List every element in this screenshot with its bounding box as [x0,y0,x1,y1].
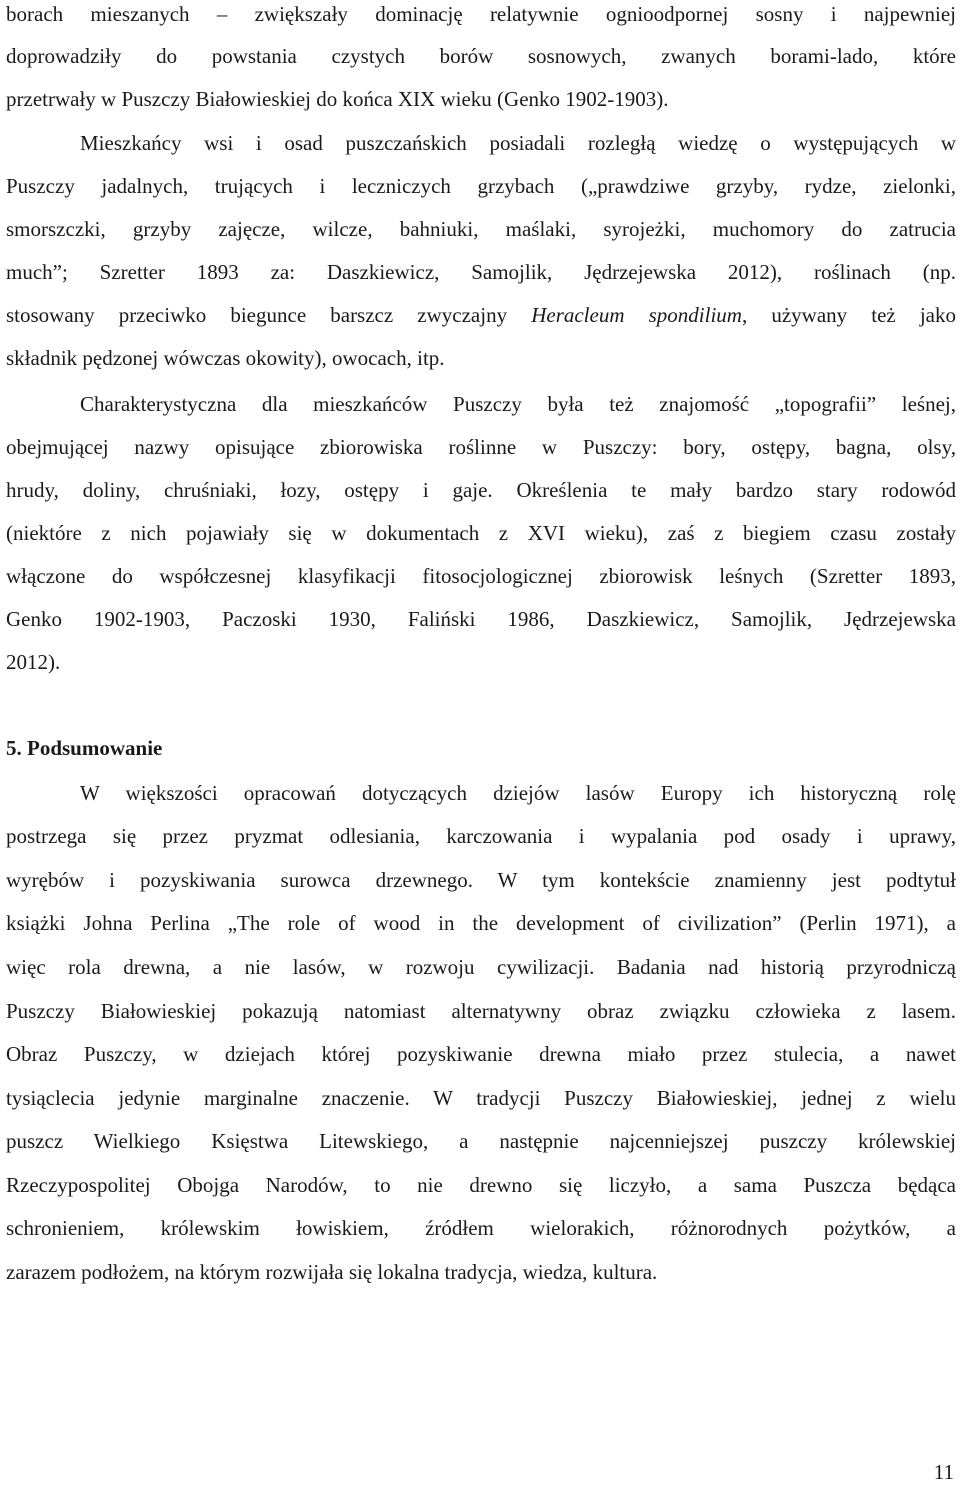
text-line: Puszczy Białowieskiej pokazują natomiast alternatywny obraz związku człowieka z lasem. [6,999,956,1023]
text-line: doprowadziły do powstania czystych borów sosnowych, zwanych borami-lado, które [6,44,956,68]
latin-species-name: Heracleum spondilium [531,303,742,327]
text-line: zarazem podłożem, na którym rozwijała się lokalna tradycja, wiedza, kultura. [6,1260,658,1284]
text-segment: , używany też jako [741,303,956,327]
text-line: Mieszkańcy wsi i osad puszczańskich posiadali rozległą wiedzę o występujących w [80,131,956,155]
text-line: much”; Szretter 1893 za: Daszkiewicz, Samojlik, Jędrzejewska 2012), roślinach (np. [6,260,956,284]
text-line: Charakterystyczna dla mieszkańców Puszczy była też znajomość „topografii” leśnej, [80,392,956,416]
text-line: Rzeczypospolitej Obojga Narodów, to nie drewno się liczyło, a sama Puszcza będąca [6,1173,956,1197]
text-line: więc rola drewna, a nie lasów, w rozwoju cywilizacji. Badania nad historią przyrodniczą [6,955,956,979]
text-line: postrzega się przez pryzmat odlesiania, karczowania i wypalania pod osady i uprawy, [6,824,956,848]
page-number: 11 [933,1460,954,1484]
text-line: wyrębów i pozyskiwania surowca drzewnego. W tym kontekście znamienny jest podtytuł [6,868,956,892]
text-line: włączone do współczesnej klasyfikacji fitosocjologicznej zbiorowisk leśnych (Szretter 1893, [6,564,956,588]
text-line: (niektóre z nich pojawiały się w dokumentach z XVI wieku), zaś z biegiem czasu zostały [6,521,956,545]
text-line: obejmującej nazwy opisujące zbiorowiska roślinne w Puszczy: bory, ostępy, bagna, olsy, [6,435,956,459]
text-line: schronieniem, królewskim łowiskiem, źródłem wielorakich, różnorodnych pożytków, a [6,1216,956,1240]
text-line: przetrwały w Puszczy Białowieskiej do końca XIX wieku (Genko 1902-1903). [6,87,669,111]
text-line: Puszczy jadalnych, trujących i leczniczych grzybach („prawdziwe grzyby, rydze, zielonki, [6,174,956,198]
text-line: puszcz Wielkiego Księstwa Litewskiego, a następnie najcenniejszej puszczy królewskiej [6,1129,956,1153]
text-line: W większości opracowań dotyczących dziejów lasów Europy ich historyczną rolę [80,781,956,805]
text-line: smorszczki, grzyby zajęcze, wilcze, bahniuki, maślaki, syrojeżki, muchomory do zatrucia [6,217,956,241]
text-line: Genko 1902-1903, Paczoski 1930, Faliński 1986, Daszkiewicz, Samojlik, Jędrzejewska [6,607,956,631]
section-heading: 5. Podsumowanie [6,736,163,760]
text-line: 2012). [6,650,61,674]
text-line: borach mieszanych – zwiększały dominację relatywnie ognioodpornej sosny i najpewniej [6,2,956,26]
text-segment: stosowany przeciwko biegunce barszcz zwyczajny [6,303,508,327]
text-line: hrudy, doliny, chruśniaki, łozy, ostępy i gaje. Określenia te mały bardzo stary rodowód [6,478,956,502]
text-line: książki Johna Perlina „The role of wood in the development of civilization” (Perlin 1971), a [6,911,956,935]
text-line: składnik pędzonej wówczas okowity), owocach, itp. [6,346,445,370]
text-line: Obraz Puszczy, w dziejach której pozyskiwanie drewna miało przez stulecia, a nawet [6,1042,956,1066]
text-line: tysiąclecia jedynie marginalne znaczenie. W tradycji Puszczy Białowieskiej, jednej z wielu [6,1086,956,1110]
text-line-with-italic [6,301,956,329]
